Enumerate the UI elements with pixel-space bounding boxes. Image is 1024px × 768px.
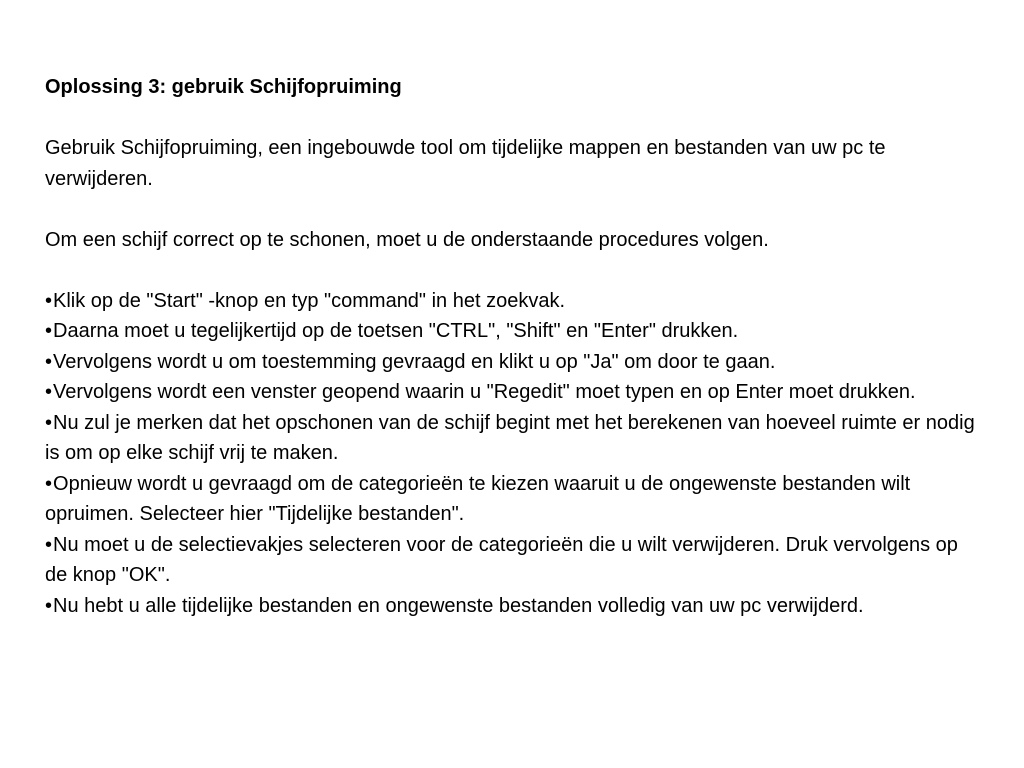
bullet-icon: • — [45, 289, 53, 312]
step-text: Klik op de "Start" -knop en typ "command" in het zoekvak. — [53, 289, 565, 312]
step-item — [45, 347, 985, 378]
spacer — [45, 194, 985, 225]
bullet-icon: • — [45, 472, 53, 495]
step-text: Opnieuw wordt u gevraagd om de categorieën te kiezen waaruit u de ongewenste bestanden wilt opruimen. Selecteer hier "Tijdelijke bestanden". — [45, 472, 911, 525]
step-text: Vervolgens wordt een venster geopend waarin u "Regedit" moet typen en op Enter moet drukken. — [53, 381, 916, 403]
step-item — [45, 408, 985, 469]
spacer — [45, 255, 985, 286]
slide-title: Oplossing 3: gebruik Schijfopruiming — [45, 76, 402, 98]
step-text: Vervolgens wordt u om toestemming gevraagd en klikt u op "Ja" om door te gaan. — [53, 350, 776, 373]
step-item — [45, 316, 985, 347]
bullet-icon: • — [45, 594, 53, 617]
step-item — [45, 377, 985, 408]
step-text: Nu zul je merken dat het opschonen van de schijf begint met het berekenen van hoeveel ruimte er nodig is om op elke schijf vrij te maken. — [45, 411, 975, 464]
step-text: Nu hebt u alle tijdelijke bestanden en ongewenste bestanden volledig van uw pc verwijderd. — [53, 594, 864, 617]
step-text: Nu moet u de selectievakjes selecteren voor de categorieën die u wilt verwijderen. Druk vervolgens op de knop "OK". — [45, 533, 958, 586]
bullet-icon: • — [45, 320, 53, 342]
bullet-icon: • — [45, 533, 53, 556]
slide-content — [45, 72, 985, 621]
step-item — [45, 469, 985, 530]
steps-list — [45, 286, 985, 622]
lead-paragraph: Om een schijf correct op te schonen, moet u de onderstaande procedures volgen. — [45, 228, 769, 251]
bullet-icon: • — [45, 411, 53, 434]
step-item — [45, 286, 985, 317]
step-item — [45, 591, 985, 622]
bullet-icon: • — [45, 381, 53, 403]
bullet-icon: • — [45, 350, 53, 373]
spacer — [45, 103, 985, 134]
intro-paragraph: Gebruik Schijfopruiming, een ingebouwde tool om tijdelijke mappen en bestanden van uw pc te verwijderen. — [45, 137, 886, 190]
step-text: Daarna moet u tegelijkertijd op de toetsen "CTRL", "Shift" en "Enter" drukken. — [53, 320, 739, 342]
step-item — [45, 530, 985, 591]
